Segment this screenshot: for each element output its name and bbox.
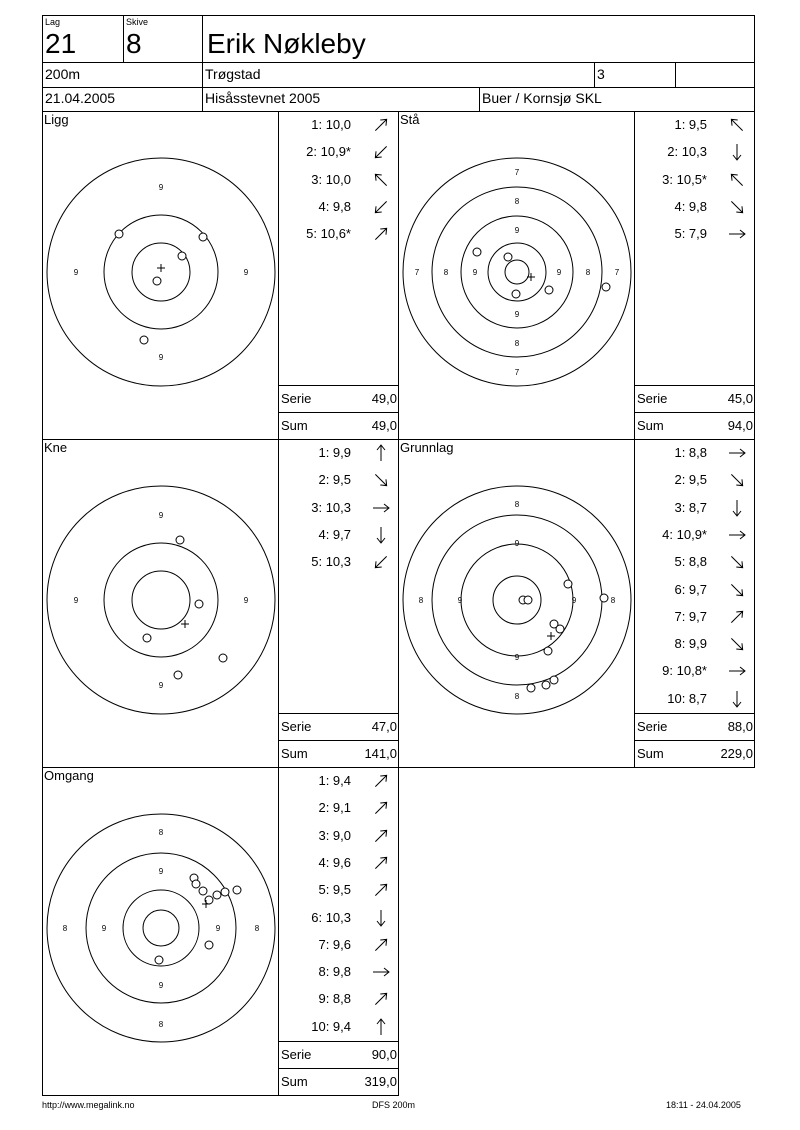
shot-score: 8: 9,9 [674, 636, 707, 652]
sum-label: Sum [281, 1074, 308, 1089]
direction-arrow-n-icon [371, 444, 391, 462]
direction-arrow-nw-icon [371, 171, 391, 189]
shot-hole [233, 886, 241, 894]
ring-score-label: 8 [62, 924, 68, 933]
sum-label: Sum [281, 746, 308, 761]
sum-value: 49,0 [371, 418, 397, 433]
club-cell [479, 87, 755, 112]
shot-hole [195, 600, 203, 608]
ring-score-label: 9 [571, 596, 577, 605]
direction-arrow-ne-icon [371, 799, 391, 817]
position-label: Ligg [44, 112, 69, 127]
shot-score: 6: 9,7 [674, 581, 707, 597]
shot-hole [524, 596, 532, 604]
shot-row [279, 194, 399, 221]
shot-score: 4: 9,6 [318, 854, 351, 870]
shot-score: 5: 10,3 [311, 554, 351, 570]
direction-arrow-ne-icon [371, 225, 391, 243]
ring-score-label: 8 [514, 500, 520, 509]
shot-hole [174, 671, 182, 679]
shot-row [635, 467, 755, 494]
lag-value: 21 [45, 28, 77, 59]
serie-label: Serie [281, 1047, 312, 1062]
shot-score: 9: 8,8 [318, 991, 351, 1007]
ring-score-label: 9 [158, 511, 164, 520]
ring-score-label: 8 [514, 692, 520, 701]
ring-score-label: 8 [158, 828, 164, 837]
shot-row [635, 549, 755, 576]
serie-label: Serie [637, 719, 668, 734]
shot-hole [473, 248, 481, 256]
shot-row [635, 495, 755, 522]
direction-arrow-sw-icon [371, 198, 391, 216]
shot-score: 5: 7,9 [674, 226, 707, 242]
shot-list-panel-3 [278, 439, 399, 768]
direction-arrow-sw-icon [371, 143, 391, 161]
ring-score-label: 9 [73, 596, 79, 605]
lag-label: Lag [45, 17, 61, 27]
shot-score: 2: 9,5 [674, 472, 707, 488]
ring-score-label: 7 [614, 268, 620, 277]
shot-row [279, 986, 399, 1013]
target-ring [432, 187, 602, 357]
position-label: Kne [44, 440, 68, 455]
shot-score: 2: 9,1 [318, 800, 351, 816]
footer-timestamp: 18:11 - 24.04.2005 [666, 1100, 741, 1110]
direction-arrow-se-icon [371, 471, 391, 489]
serie-row [635, 385, 755, 412]
date: 21.04.2005 [45, 90, 116, 106]
shot-score: 7: 9,6 [318, 936, 351, 952]
shot-hole [192, 880, 200, 888]
shot-hole [512, 290, 520, 298]
serie-value: 88,0 [727, 719, 753, 734]
ring-score-label: 9 [215, 924, 221, 933]
serie-label: Serie [281, 719, 312, 734]
ring-score-label: 8 [443, 268, 449, 277]
shot-hole [199, 887, 207, 895]
direction-arrow-n-icon [371, 1018, 391, 1036]
shot-row [635, 631, 755, 658]
skive-label: Skive [126, 17, 149, 27]
shot-score: 1: 9,5 [674, 117, 707, 132]
target-ring [47, 486, 275, 714]
shot-row [635, 658, 755, 685]
direction-arrow-se-icon [727, 581, 747, 599]
direction-arrow-e-icon [727, 444, 747, 462]
target-ring [461, 544, 573, 656]
target-panel-1 [42, 111, 279, 440]
target-ring [47, 814, 275, 1042]
shot-score: 1: 9,4 [318, 773, 351, 788]
footer-url: http://www.megalink.no [42, 1100, 135, 1110]
shot-hole [176, 536, 184, 544]
ring-score-label: 7 [514, 368, 520, 377]
shot-score: 1: 8,8 [674, 445, 707, 460]
sum-row [279, 412, 399, 439]
target-diagram [399, 440, 635, 768]
shot-hole [544, 647, 552, 655]
shot-score: 5: 9,5 [318, 882, 351, 898]
shot-score: 2: 9,5 [318, 472, 351, 488]
target-panel-2 [398, 111, 635, 440]
ring-score-label: 9 [514, 653, 520, 662]
club-place: Trøgstad [205, 66, 261, 82]
shot-row [279, 522, 399, 549]
ring-score-label: 9 [457, 596, 463, 605]
lag-cell [42, 15, 124, 63]
target-panel-4 [398, 439, 635, 768]
direction-arrow-ne-icon [371, 854, 391, 872]
shot-hole [115, 230, 123, 238]
ring-score-label: 7 [514, 168, 520, 177]
shot-row [279, 823, 399, 850]
shot-hole [219, 654, 227, 662]
shot-hole [155, 956, 163, 964]
ring-score-label: 9 [514, 539, 520, 548]
shot-row [279, 932, 399, 959]
shot-row [279, 167, 399, 194]
serie-label: Serie [281, 391, 312, 406]
sum-value: 94,0 [727, 418, 753, 433]
shot-hole [205, 941, 213, 949]
sum-row [279, 740, 399, 767]
shot-hole [143, 634, 151, 642]
ring-score-label: 9 [514, 226, 520, 235]
serie-row [635, 713, 755, 740]
shot-score: 3: 8,7 [674, 499, 707, 515]
shot-row [279, 795, 399, 822]
shot-list-panel-4 [634, 439, 755, 768]
ring-score-label: 8 [254, 924, 260, 933]
shot-score: 4: 10,9* [662, 526, 707, 542]
shot-row [279, 905, 399, 932]
direction-arrow-ne-icon [371, 990, 391, 1008]
direction-arrow-ne-icon [727, 608, 747, 626]
ring-score-label: 8 [514, 197, 520, 206]
shot-row [279, 139, 399, 166]
ring-score-label: 9 [243, 268, 249, 277]
sum-row [635, 740, 755, 767]
serie-row [279, 385, 399, 412]
shot-hole [542, 681, 550, 689]
footer-program: DFS 200m [372, 1100, 416, 1110]
shot-score: 1: 9,9 [318, 445, 351, 460]
club: Buer / Kornsjø SKL [482, 90, 602, 106]
shot-row [635, 139, 755, 166]
shot-score: 6: 10,3 [311, 909, 351, 925]
shot-row [279, 440, 399, 467]
serie-row [279, 713, 399, 740]
shot-hole [545, 286, 553, 294]
shot-hole [213, 891, 221, 899]
ring-score-label: 7 [414, 268, 420, 277]
target-diagram [43, 768, 279, 1096]
sum-value: 319,0 [364, 1074, 397, 1089]
direction-arrow-e-icon [371, 499, 391, 517]
position-label: Stå [400, 112, 420, 127]
ring-score-label: 9 [514, 310, 520, 319]
target-ring [143, 910, 179, 946]
shot-row [279, 467, 399, 494]
direction-arrow-se-icon [727, 635, 747, 653]
shot-row [635, 194, 755, 221]
target-diagram [399, 112, 635, 440]
shot-score: 2: 10,3 [667, 144, 707, 160]
distance: 200m [45, 66, 81, 82]
direction-arrow-s-icon [371, 909, 391, 927]
shot-score: 1: 10,0 [311, 117, 351, 132]
shot-hole [527, 684, 535, 692]
shot-row [279, 768, 399, 795]
shot-row [279, 112, 399, 139]
shot-score: 3: 10,5* [662, 171, 707, 187]
direction-arrow-ne-icon [371, 881, 391, 899]
place-cell [202, 62, 595, 88]
shot-score: 2: 10,9* [306, 144, 351, 160]
ring-score-label: 8 [158, 1020, 164, 1029]
sum-label: Sum [637, 418, 664, 433]
direction-arrow-e-icon [727, 662, 747, 680]
ring-score-label: 9 [158, 867, 164, 876]
skive-cell [123, 15, 203, 63]
ring-score-label: 9 [158, 681, 164, 690]
ring-score-label: 8 [610, 596, 616, 605]
shot-hole [178, 252, 186, 260]
target-panel-5 [42, 767, 279, 1096]
shot-row [635, 686, 755, 713]
direction-arrow-ne-icon [371, 936, 391, 954]
shot-score: 5: 8,8 [674, 554, 707, 570]
target-ring [123, 890, 199, 966]
direction-arrow-e-icon [727, 526, 747, 544]
shot-hole [600, 594, 608, 602]
target-diagram [43, 112, 279, 440]
target-ring [403, 158, 631, 386]
direction-arrow-nw-icon [727, 171, 747, 189]
ring-score-label: 9 [472, 268, 478, 277]
direction-arrow-e-icon [727, 225, 747, 243]
target-ring [505, 260, 529, 284]
shot-row [635, 112, 755, 139]
event-name: Hisåsstevnet 2005 [205, 90, 321, 106]
direction-arrow-ne-icon [371, 827, 391, 845]
direction-arrow-sw-icon [371, 553, 391, 571]
shot-score: 10: 9,4 [311, 1018, 351, 1034]
shot-row [635, 577, 755, 604]
target-ring [403, 486, 631, 714]
shot-hole [602, 283, 610, 291]
ring-score-label: 8 [585, 268, 591, 277]
ring-score-label: 8 [514, 339, 520, 348]
sum-label: Sum [637, 746, 664, 761]
shot-score: 4: 9,7 [318, 526, 351, 542]
shot-score: 3: 10,0 [311, 171, 351, 187]
center-of-group-mark [157, 264, 165, 272]
ring-score-label: 9 [158, 183, 164, 192]
shot-score: 4: 9,8 [674, 198, 707, 214]
shot-hole [199, 233, 207, 241]
serie-value: 90,0 [371, 1047, 397, 1062]
shot-row [279, 495, 399, 522]
serie-row [279, 1041, 399, 1068]
direction-arrow-se-icon [727, 471, 747, 489]
shot-row [635, 221, 755, 248]
shot-score: 4: 9,8 [318, 198, 351, 214]
sum-row [279, 1068, 399, 1095]
direction-arrow-s-icon [727, 690, 747, 708]
direction-arrow-nw-icon [727, 116, 747, 134]
direction-arrow-e-icon [371, 963, 391, 981]
shot-list-panel-2 [634, 111, 755, 440]
shot-score: 9: 10,8* [662, 663, 707, 679]
shot-hole [550, 676, 558, 684]
ring-score-label: 8 [418, 596, 424, 605]
shot-row [635, 167, 755, 194]
shot-row [635, 440, 755, 467]
direction-arrow-ne-icon [371, 772, 391, 790]
ring-score-label: 9 [158, 353, 164, 362]
event-cell [202, 87, 480, 112]
shot-list-panel-1 [278, 111, 399, 440]
shot-row [279, 959, 399, 986]
serie-label: Serie [637, 391, 668, 406]
shot-score: 3: 10,3 [311, 499, 351, 515]
shot-hole [221, 888, 229, 896]
shot-row [279, 221, 399, 248]
target-panel-3 [42, 439, 279, 768]
center-of-group-mark [547, 632, 555, 640]
shot-row [279, 549, 399, 576]
target-ring [493, 576, 541, 624]
serie-value: 45,0 [727, 391, 753, 406]
shot-row [279, 850, 399, 877]
shot-row [635, 604, 755, 631]
shot-hole [140, 336, 148, 344]
direction-arrow-s-icon [727, 499, 747, 517]
direction-arrow-s-icon [727, 143, 747, 161]
center-of-group-mark [527, 273, 535, 281]
skive-value: 8 [126, 28, 142, 59]
shooter-name: Erik Nøkleby [207, 28, 366, 59]
sum-row [635, 412, 755, 439]
serie-value: 47,0 [371, 719, 397, 734]
direction-arrow-se-icon [727, 553, 747, 571]
empty-cell [675, 62, 755, 88]
shot-hole [504, 253, 512, 261]
shooter-class: 3 [597, 66, 605, 82]
sum-label: Sum [281, 418, 308, 433]
target-ring [132, 571, 190, 629]
direction-arrow-se-icon [727, 198, 747, 216]
shot-hole [556, 625, 564, 633]
position-label: Omgang [44, 768, 94, 783]
ring-score-label: 9 [101, 924, 107, 933]
shot-row [279, 877, 399, 904]
shot-row [635, 522, 755, 549]
shot-score: 8: 9,8 [318, 964, 351, 980]
shot-row [279, 1014, 399, 1041]
shot-score: 7: 9,7 [674, 608, 707, 624]
sum-value: 141,0 [364, 746, 397, 761]
ring-score-label: 9 [243, 596, 249, 605]
center-of-group-mark [181, 620, 189, 628]
ring-score-label: 9 [158, 981, 164, 990]
class-cell [594, 62, 676, 88]
shot-list-panel-5 [278, 767, 399, 1096]
position-label: Grunnlag [400, 440, 454, 455]
shot-score: 3: 9,0 [318, 827, 351, 843]
distance-cell [42, 62, 203, 88]
shot-hole [564, 580, 572, 588]
ring-score-label: 9 [556, 268, 562, 277]
target-diagram [43, 440, 279, 768]
date-cell [42, 87, 203, 112]
shot-score: 5: 10,6* [306, 226, 351, 242]
direction-arrow-s-icon [371, 526, 391, 544]
shot-hole [153, 277, 161, 285]
shot-score: 10: 8,7 [667, 690, 707, 706]
direction-arrow-ne-icon [371, 116, 391, 134]
ring-score-label: 9 [73, 268, 79, 277]
sum-value: 229,0 [720, 746, 753, 761]
shooter-name-cell [202, 15, 755, 63]
serie-value: 49,0 [371, 391, 397, 406]
